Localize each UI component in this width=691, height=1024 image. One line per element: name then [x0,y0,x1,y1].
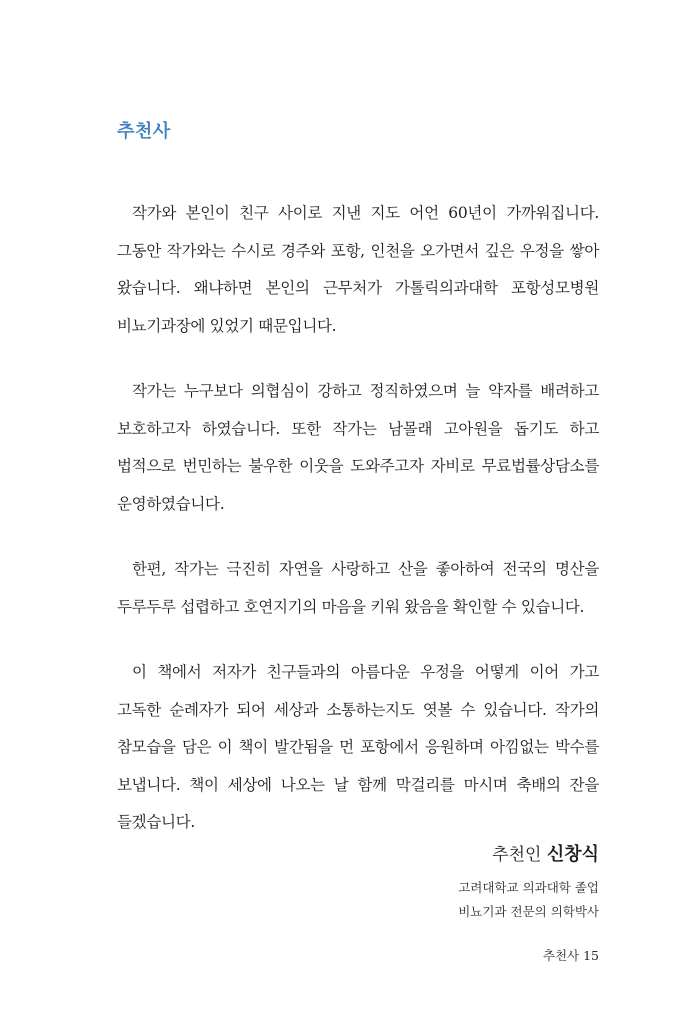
page-number: 15 [583,948,599,963]
signature-line [458,842,599,868]
page-footer [543,946,599,964]
section-title: 추천사 [117,121,171,142]
signature-block [458,842,599,924]
paragraph-2: 작가는 누구보다 의협심이 강하고 정직하였으며 늘 약자를 배려하고 보호하고자 하였습니다. 또한 작가는 남몰래 고아원을 돕기도 하고 법적으로 번민하는 불우한 이웃을 도와주고자 자비로 무료법률상담소를 운영하였습니다. [117,382,599,513]
paragraph-4: 이 책에서 저자가 친구들과의 아름다운 우정을 어떻게 이어 가고 고독한 순례자가 되어 세상과 소통하는지도 엿볼 수 있습니다. 작가의 참모습을 담은 이 책이 발간됨을 먼 포항에서 응원하며 아낌없는 박수를 보냅니다. 책이 세상에 나오는 날 함께 막걸리를 마시며 축배의 잔을 들겠습니다. [117,663,599,831]
body-text [117,195,599,870]
recommender-role: 추천인 [492,845,542,865]
credential-line: 고려대학교 의과대학 졸업 [458,880,599,895]
paragraph-3: 한편, 작가는 극진히 자연을 사랑하고 산을 좋아하여 전국의 명산을 두루두루 섭렵하고 호연지기의 마음을 키워 왔음을 확인할 수 있습니다. [117,560,599,616]
paragraph-1: 작가와 본인이 친구 사이로 지낸 지도 어언 60년이 가까워집니다. 그동안 작가와는 수시로 경주와 포항, 인천을 오가면서 깊은 우정을 쌓아 왔습니다. 왜냐하면 본인의 근무처가 가톨릭의과대학 포항성모병원 비뇨기과장에 있었기 때문입니다. [117,204,599,335]
credentials [458,876,599,924]
recommender-name: 신창식 [546,844,599,865]
credential-line: 비뇨기과 전문의 의학박사 [458,904,599,919]
running-head: 추천사 [542,948,580,963]
